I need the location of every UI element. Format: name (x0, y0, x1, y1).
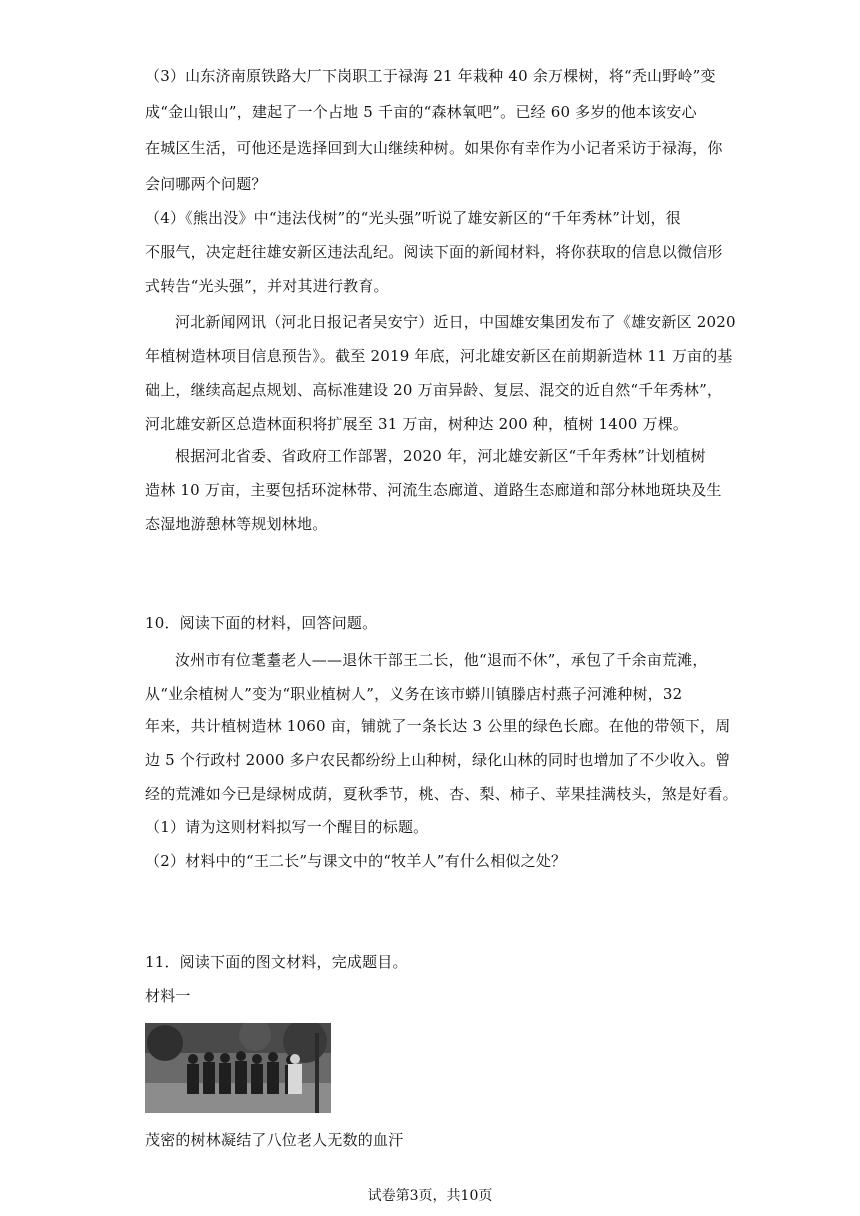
text-line: （3）山东济南原铁路大厂下岗职工于禄海 21 年栽种 40 余万棵树，将“秃山野岭”变 (145, 67, 716, 85)
page-footer: 试卷第3页，共10页 (367, 1188, 493, 1204)
text-line: 式转告“光头强”，并对其进行教育。 (145, 277, 389, 295)
text-line: 造林 10 万亩，主要包括环淀林带、河流生态廊道、道路生态廊道和部分林地斑块及生 (145, 481, 722, 499)
photo-caption: 茂密的树林凝结了八位老人无数的血汗 (145, 1131, 404, 1149)
text-line: （4）《熊出没》中“违法伐树”的“光头强”听说了雄安新区的“千年秀林”计划，很 (145, 209, 681, 227)
text-line: 年来，共计植树造林 1060 亩，铺就了一条长达 3 公里的绿色长廊。在他的带领下，周 (145, 717, 731, 735)
question-heading: 11．阅读下面的图文材料，完成题目。 (145, 953, 408, 971)
question-heading: 10．阅读下面的材料，回答问题。 (145, 614, 378, 632)
text-line: 边 5 个行政村 2000 多户农民都纷纷上山种树，绿化山林的同时也增加了不少收入。曾 (145, 751, 731, 769)
text-line: 态湿地游憩林等规划林地。 (145, 515, 328, 533)
text-line: 础上，继续高起点规划、高标准建设 20 万亩异龄、复层、混交的近自然“千年秀林”， (145, 381, 723, 399)
text-line: 从“业余植树人”变为“职业植树人”，义务在该市蟒川镇滕店村燕子河滩种树，32 (145, 685, 683, 703)
text-line: （1）请为这则材料拟写一个醒目的标题。 (145, 818, 429, 836)
text-line: 河北新闻网讯（河北日报记者吴安宁）近日，中国雄安集团发布了《雄安新区 2020 (175, 313, 736, 331)
text-line: 根据河北省委、省政府工作部署，2020 年，河北雄安新区“千年秀林”计划植树 (175, 447, 706, 465)
text-line: 在城区生活，可他还是选择回到大山继续种树。如果你有幸作为小记者采访于禄海，你 (145, 139, 723, 157)
text-line: 经的荒滩如今已是绿树成荫，夏秋季节，桃、杏、梨、柿子、苹果挂满枝头，煞是好看。 (145, 785, 738, 803)
text-line: 河北雄安新区总造林面积将扩展至 31 万亩，树种达 200 种，植树 1400 万棵。 (145, 415, 689, 433)
text-line: 不服气，决定赶往雄安新区违法乱纪。阅读下面的新闻材料，将你获取的信息以微信形 (145, 243, 723, 261)
text-line: 会问哪两个问题？ (145, 175, 267, 193)
photo-image (145, 1023, 331, 1113)
text-line: （2）材料中的“王二长”与课文中的“牧羊人”有什么相似之处？ (145, 852, 567, 870)
material-label: 材料一 (145, 987, 191, 1005)
text-line: 汝州市有位耄耋老人——退休干部王二长，他“退而不休”，承包了千余亩荒滩， (175, 651, 708, 669)
text-line: 年植树造林项目信息预告》。截至 2019 年底，河北雄安新区在前期新造林 11 万亩的基 (145, 347, 733, 365)
photo-eight-elders (145, 1023, 331, 1113)
text-line: 成“金山银山”，建起了一个占地 5 千亩的“森林氧吧”。已经 60 多岁的他本该安心 (145, 103, 697, 121)
